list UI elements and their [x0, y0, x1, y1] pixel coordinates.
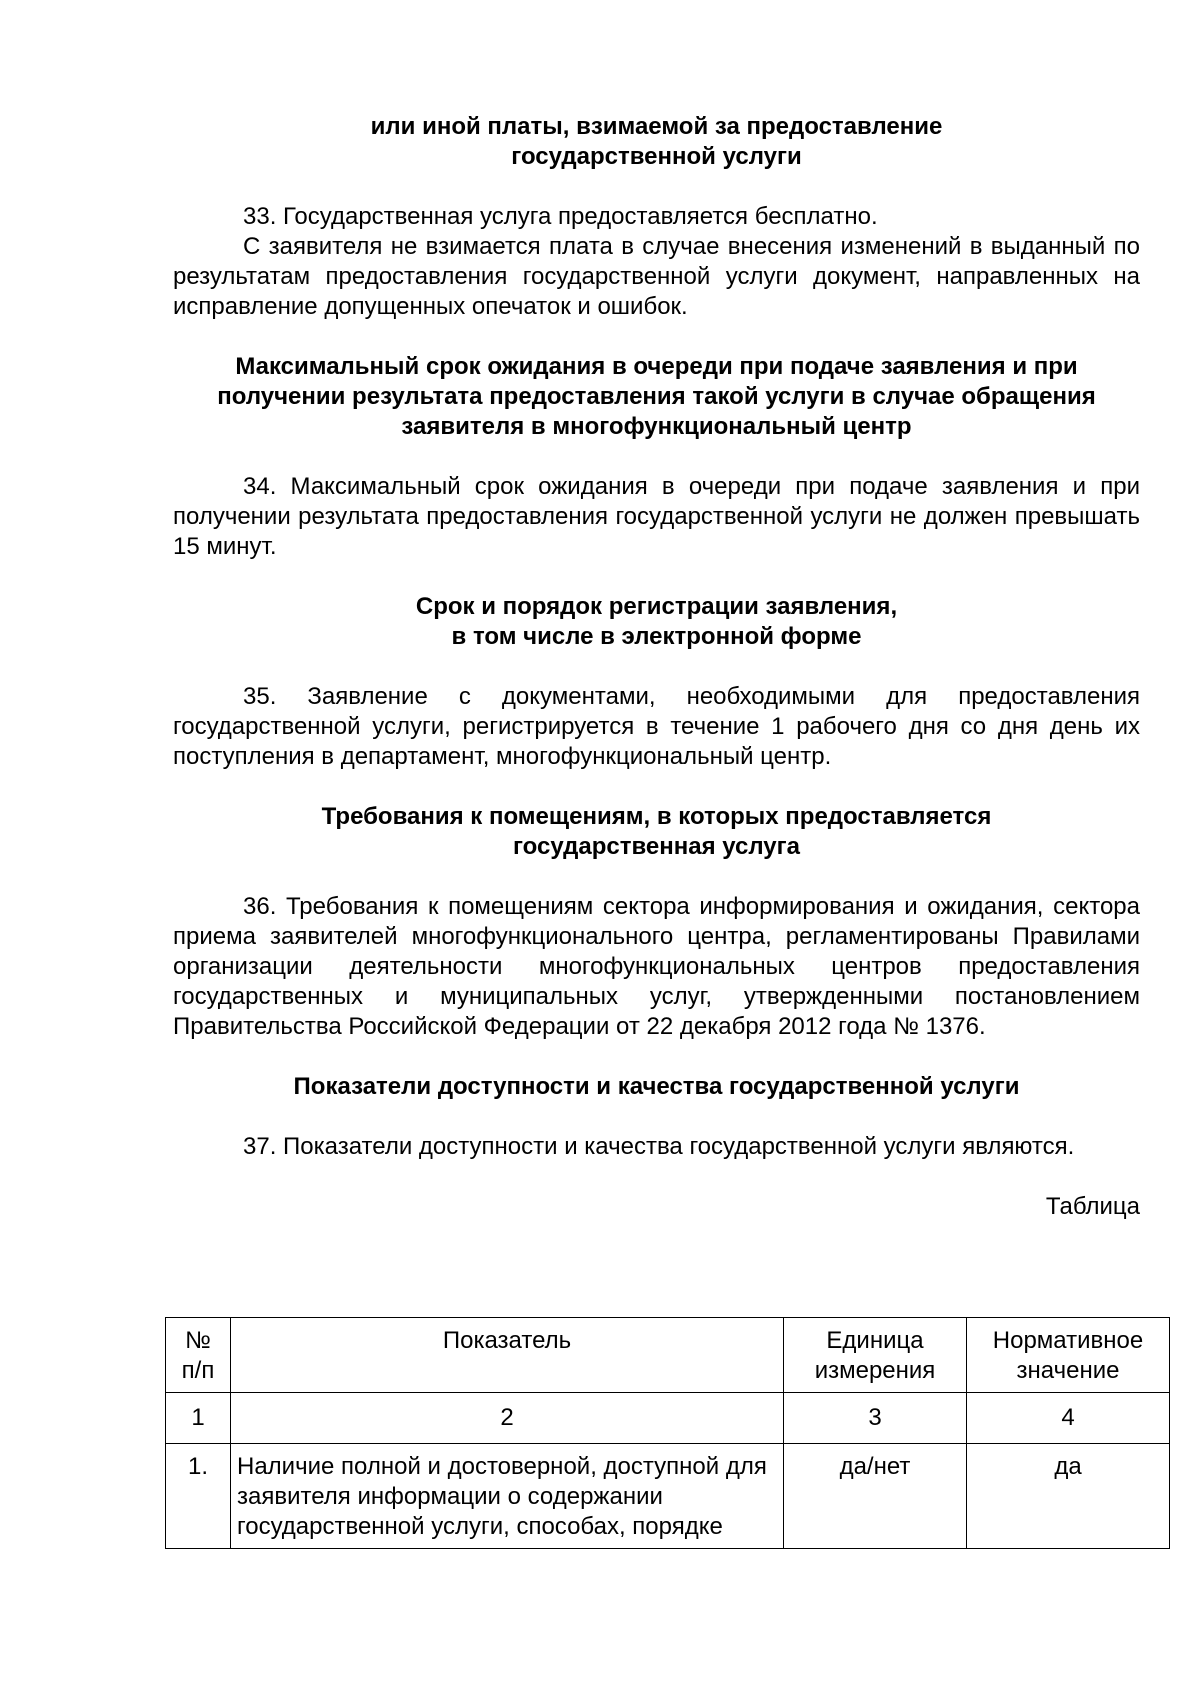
row-unit: да/нет [784, 1444, 967, 1549]
heading-premises [173, 802, 1140, 862]
paragraph-36: 36. Требования к помещениям сектора информирования и ожидания, сектора приема заявителей многофункционального центра, регламентированы Правилами организации деятельности многофункциональных центров предоставления государственных и муниципальных услуг, утвержденными постановлением Правительства Российской Федерации от 22 декабря 2012 года № 1376. [173, 893, 1140, 1040]
table-header-row [166, 1318, 1170, 1393]
heading-line: Срок и порядок регистрации заявления, [415, 593, 898, 620]
heading-indicators [173, 1072, 1140, 1102]
document-page [173, 112, 1140, 1222]
paragraph-34: 34. Максимальный срок ожидания в очереди при подаче заявления и при получении результата предоставления государственной услуги не должен превышать 15 минут. [173, 473, 1140, 560]
header-unit: Единица измерения [784, 1318, 967, 1393]
indicators-table [165, 1317, 1170, 1549]
heading-line: государственной услуги [511, 143, 802, 170]
heading-line: или иной платы, взимаемой за предоставление [370, 113, 943, 140]
paragraph-37: 37. Показатели доступности и качества государственной услуги являются. [243, 1133, 1075, 1160]
heading-line: заявителя в многофункциональный центр [401, 413, 912, 440]
heading-line: Показатели доступности и качества государственной услуги [293, 1073, 1020, 1100]
paragraph-35: 35. Заявление с документами, необходимыми для предоставления государственной услуги, регистрируется в течение 1 рабочего дня со дня день их поступления в департамент, многофункциональный центр. [173, 683, 1140, 770]
heading-line: Требования к помещениям, в которых предоставляется [321, 803, 992, 830]
heading-queue [173, 352, 1140, 442]
table-numbering-row [166, 1393, 1170, 1444]
heading-registration [173, 592, 1140, 652]
heading-line: государственная услуга [513, 833, 800, 860]
row-number: 1. [166, 1444, 231, 1549]
table-cell: 4 [967, 1393, 1170, 1444]
row-indicator: Наличие полной и достоверной, доступной для заявителя информации о содержании государственной услуги, способах, порядке [231, 1444, 784, 1549]
heading-line: получении результата предоставления такой услуги в случае обращения [217, 383, 1096, 410]
paragraph-33-a: 33. Государственная услуга предоставляется бесплатно. [243, 203, 878, 230]
table-caption: Таблица [1045, 1193, 1140, 1220]
heading-fee [173, 112, 1140, 172]
table-row [166, 1444, 1170, 1549]
table-cell: 3 [784, 1393, 967, 1444]
header-number: № п/п [166, 1318, 231, 1393]
heading-line: в том числе в электронной форме [451, 623, 862, 650]
header-indicator: Показатель [231, 1318, 784, 1393]
header-value: Нормативное значение [967, 1318, 1170, 1393]
table-cell: 1 [166, 1393, 231, 1444]
row-value: да [967, 1444, 1170, 1549]
paragraph-33-b: С заявителя не взимается плата в случае внесения изменений в выданный по результатам предоставления государственной услуги документ, направленных на исправление допущенных опечаток и ошибок. [173, 233, 1140, 320]
table-cell: 2 [231, 1393, 784, 1444]
heading-line: Максимальный срок ожидания в очереди при подаче заявления и при [235, 353, 1078, 380]
